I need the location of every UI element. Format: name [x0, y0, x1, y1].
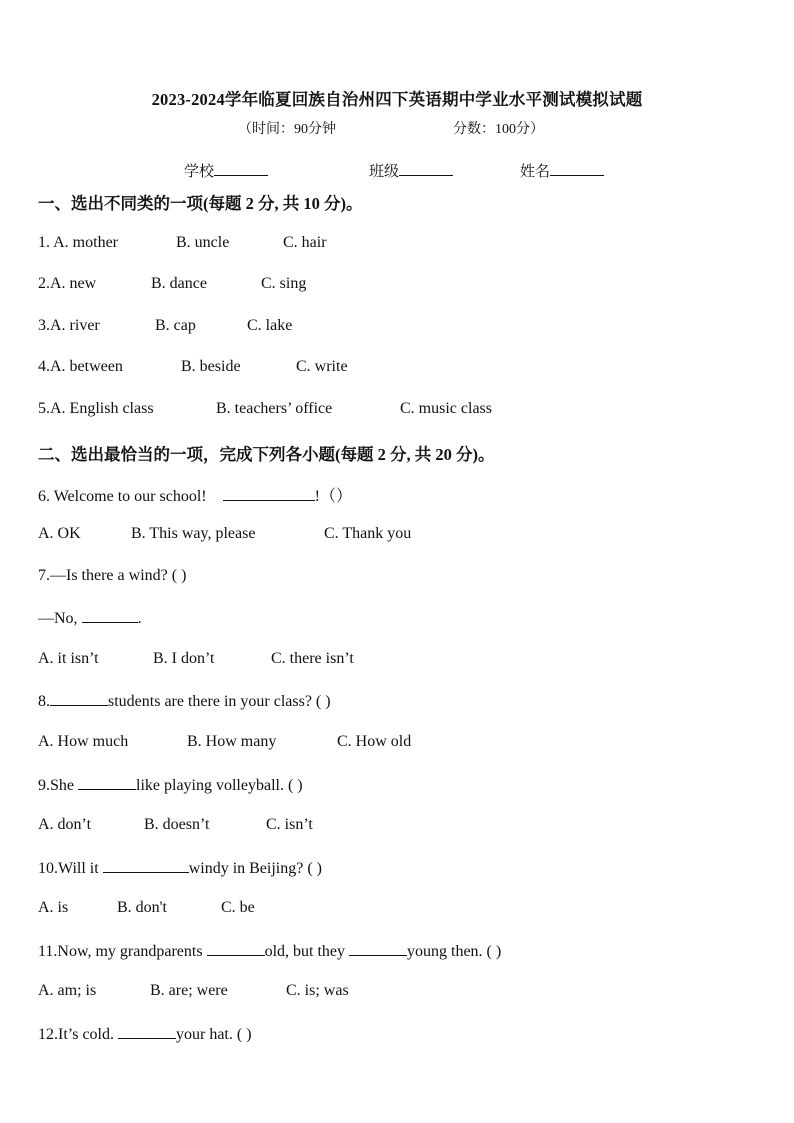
q11-blank-1[interactable] [207, 941, 265, 956]
class-blank[interactable] [399, 163, 453, 176]
q10-blank[interactable] [103, 858, 189, 873]
q11-option-c: C. is; was [286, 982, 349, 999]
q4-option-a: 4.A. between [38, 358, 123, 375]
q1-option-b: B. uncle [176, 234, 230, 251]
section2-heading: 二、选出最恰当的一项，完成下列各小题(每题 2 分, 共 20 分)。 [38, 445, 495, 464]
q6-stem-post: !（） [314, 488, 352, 505]
school-label: 学校 [184, 164, 215, 180]
q2-option-b: B. dance [151, 275, 207, 292]
q7-option-c: C. there isn’t [271, 650, 354, 667]
q9-option-a: A. don’t [38, 816, 92, 833]
q10-option-b: B. don't [117, 899, 167, 916]
q2-option-c: C. sing [261, 275, 307, 292]
q8-option-c: C. How old [337, 733, 412, 750]
q11-stem-pre: 11.Now, my grandparents [38, 943, 203, 960]
name-field [520, 160, 604, 181]
q5-option-a: 5.A. English class [38, 400, 154, 417]
q6-option-a: A. OK [38, 525, 81, 542]
question-8-stem [38, 691, 331, 711]
q3-option-b: B. cap [155, 317, 196, 334]
q4-option-b: B. beside [181, 358, 241, 375]
q9-option-b: B. doesn’t [144, 816, 210, 833]
q8-number: 8. [38, 693, 50, 710]
question-9-stem [38, 775, 303, 795]
exam-time: （时间：90分钟 [238, 122, 336, 137]
q8-stem-post: students are there in your class? ( ) [108, 693, 331, 710]
school-field [184, 160, 268, 181]
question-4 [38, 358, 348, 376]
q9-option-c: C. isn’t [266, 816, 313, 833]
q11-option-a: A. am; is [38, 982, 97, 999]
question-12-stem [38, 1024, 252, 1044]
name-blank[interactable] [550, 163, 604, 176]
q7-option-b: B. I don’t [153, 650, 215, 667]
q8-option-b: B. How many [187, 733, 277, 750]
q6-option-c: C. Thank you [324, 525, 412, 542]
q12-blank[interactable] [118, 1024, 176, 1039]
q10-stem-post: windy in Beijing? ( ) [188, 860, 322, 877]
question-10-stem [38, 858, 322, 878]
question-7-options [38, 650, 354, 668]
q11-option-b: B. are; were [150, 982, 228, 999]
question-5 [38, 400, 492, 418]
q12-stem-post: your hat. ( ) [176, 1026, 252, 1043]
q9-stem-post: like playing volleyball. ( ) [136, 777, 303, 794]
q10-option-a: A. is [38, 899, 69, 916]
q7-blank[interactable] [82, 608, 138, 623]
q4-option-c: C. write [296, 358, 348, 375]
q12-stem-pre: 12.It’s cold. [38, 1026, 114, 1043]
question-10-options [38, 899, 255, 917]
question-3 [38, 317, 292, 335]
question-11-stem [38, 941, 501, 961]
class-label: 班级 [369, 164, 400, 180]
q7-reply-pre: —No, [38, 610, 78, 627]
section1-heading: 一、选出不同类的一项(每题 2 分, 共 10 分)。 [38, 194, 363, 213]
question-2 [38, 275, 306, 293]
exam-score: 分数：100分） [453, 122, 544, 137]
q5-option-c: C. music class [400, 400, 492, 417]
q6-option-b: B. This way, please [131, 525, 256, 542]
question-8-options [38, 733, 411, 751]
question-7-stem: 7.—Is there a wind? ( ) [38, 567, 187, 584]
page-title: 2023-2024学年临夏回族自治州四下英语期中学业水平测试模拟试题 [151, 90, 643, 109]
question-7-reply [38, 608, 142, 628]
q1-option-c: C. hair [283, 234, 327, 251]
q6-stem-pre: 6. Welcome to our school! [38, 488, 207, 505]
q11-stem-mid: old, but they [264, 943, 345, 960]
q9-stem-pre: 9.She [38, 777, 74, 794]
q3-option-a: 3.A. river [38, 317, 100, 334]
q5-option-b: B. teachers’ office [216, 400, 333, 417]
q3-option-c: C. lake [247, 317, 293, 334]
question-1 [38, 234, 327, 252]
question-6-options [38, 525, 411, 543]
question-11-options [38, 982, 349, 1000]
class-field [369, 160, 453, 181]
q9-blank[interactable] [78, 775, 136, 790]
q7-option-a: A. it isn’t [38, 650, 99, 667]
school-blank[interactable] [214, 163, 268, 176]
q6-blank[interactable] [223, 486, 315, 501]
question-9-options [38, 816, 313, 834]
q2-option-a: 2.A. new [38, 275, 97, 292]
name-label: 姓名 [520, 164, 551, 180]
q8-option-a: A. How much [38, 733, 129, 750]
q10-stem-pre: 10.Will it [38, 860, 99, 877]
q8-blank[interactable] [50, 691, 108, 706]
q11-stem-post: young then. ( ) [407, 943, 502, 960]
q1-option-a: 1. A. mother [38, 234, 118, 251]
q7-reply-post: . [137, 610, 142, 627]
q11-blank-2[interactable] [349, 941, 407, 956]
q10-option-c: C. be [221, 899, 255, 916]
question-6-stem [38, 483, 352, 506]
